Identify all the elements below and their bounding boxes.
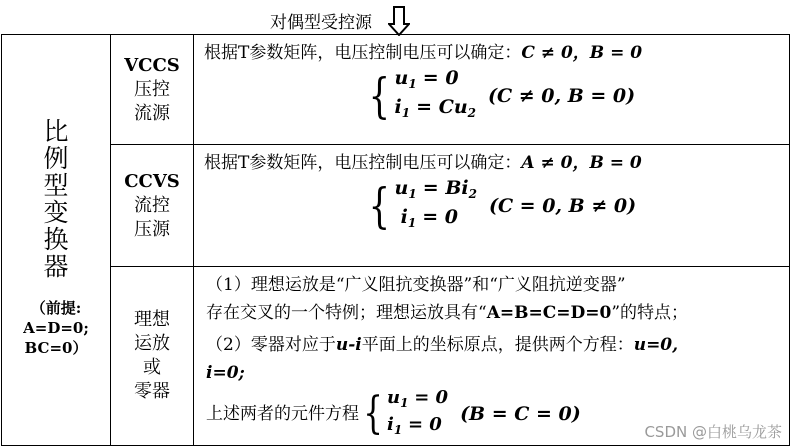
opamp-line-5: 上述两者的元件方程 { $u_1 = 0$ $i_1 = 0$ (B = C = 0) bbox=[206, 387, 581, 439]
caption-title: 对偶型受控源 bbox=[270, 13, 372, 33]
row-label-vccs: VCCS 压控 流源 bbox=[111, 35, 194, 145]
row-desc-opamp bbox=[194, 267, 790, 446]
down-arrow-icon bbox=[388, 6, 410, 36]
equation-system: { $u_1 = 0$ $i_1 = Cu_2$ (C ≠ 0, B = 0) bbox=[368, 67, 636, 124]
equation-system: { $u_1 = Bi_2$ $i_1 = 0$ (C = 0, B ≠ 0) bbox=[368, 177, 637, 234]
opamp-line-1: （1）理想运放是“广义阻抗变换器”和“广义阻抗逆变器” bbox=[206, 275, 626, 295]
side-premise: （前提: A=D=0; BC=0） bbox=[23, 299, 89, 357]
opamp-line-3: （2）零器对应于u-i平面上的坐标原点，提供两个方程：u=0, bbox=[206, 335, 679, 355]
row-label-opamp: 理想 运放 或 零器 bbox=[111, 267, 194, 446]
watermark: CSDN @白桃乌龙茶 bbox=[644, 423, 782, 441]
side-title: 比 例 型 变 换 器 bbox=[43, 117, 69, 281]
controlled-source-table bbox=[1, 34, 790, 446]
row-desc-vccs: 根据T参数矩阵，电压控制电压可以确定：C ≠ 0，B = 0 { $u_1 = 0$ $i_1 = Cu_2$ (C ≠ 0, B = 0) bbox=[194, 35, 790, 145]
opamp-line-4: i=0; bbox=[206, 363, 245, 383]
opamp-line-2: 存在交叉的一个特例；理想运放具有“A=B=C=D=0”的特点； bbox=[206, 303, 689, 323]
row-desc-ccvs: 根据T参数矩阵，电压控制电压可以确定：A ≠ 0，B = 0 { $u_1 = Bi_2$ $i_1 = 0$ (C = 0, B ≠ 0) bbox=[194, 145, 790, 267]
row-label-ccvs: CCVS 流控 压源 bbox=[111, 145, 194, 267]
caption-area bbox=[0, 4, 794, 34]
side-header bbox=[2, 35, 111, 446]
